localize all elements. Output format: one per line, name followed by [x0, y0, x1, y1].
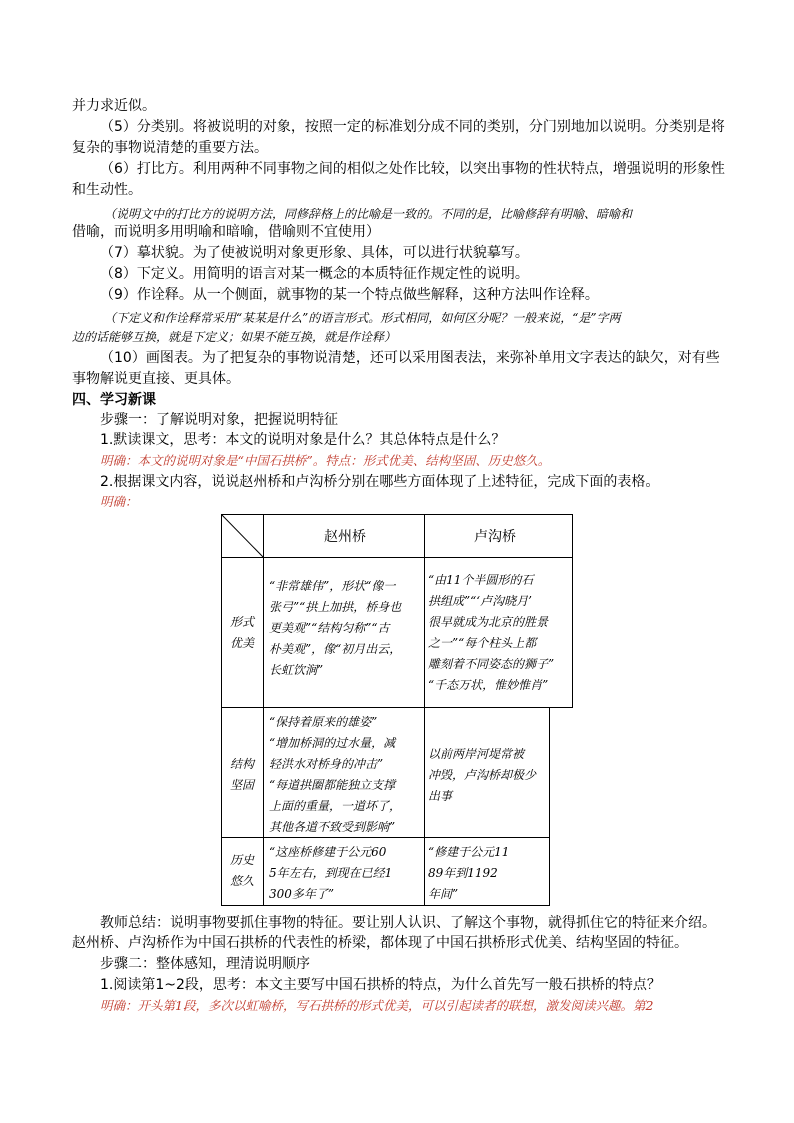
cell-zhaozhou-structure: “保持着原来的雄姿” “增加桥洞的过水量，减 轻洪水对桥身的冲击” “每道拱圈都能独立支撑 上面的重量，一道坏了， 其他各道不致受到影响” [269, 715, 402, 834]
text-line: 并力求近似。 [72, 98, 156, 114]
row-label: 历史 悠久 [230, 853, 255, 888]
text-line: 赵州桥、卢沟桥作为中国石拱桥的代表性的桥梁，都体现了中国石拱桥形式优美、结构坚固的特征。 [72, 935, 688, 951]
question-line: 1.默读课文，思考：本文的说明对象是什么？其总体特点是什么？ [100, 432, 506, 448]
text-line: （8）下定义。用简明的语言对某一概念的本质特征作规定性的说明。 [100, 266, 529, 282]
text-line: 借喻，而说明多用明喻和暗喻，借喻则不宜使用） [72, 224, 380, 240]
text-line: 复杂的事物说清楚的重要方法。 [72, 140, 268, 156]
diagonal-corner [221, 514, 264, 558]
answer-line: 明确：开头第1段，多次以虹喻桥，写石拱桥的形式优美，可以引起读者的联想，激发阅读兴趣。第2 [100, 998, 654, 1013]
text-line: （7）摹状貌。为了使被说明对象更形象、具体，可以进行状貌摹写。 [100, 245, 529, 261]
step-heading: 步骤二：整体感知，理清说明顺序 [100, 956, 310, 972]
text-line: （10）画图表。为了把复杂的事物说清楚，还可以采用图表法，来弥补单用文字表达的缺欠，对有些 [100, 350, 720, 366]
row-label: 形式 优美 [230, 615, 255, 650]
text-line: （6）打比方。利用两种不同事物之间的相似之处作比较，以突出事物的性状特点，增强说明的形象性 [100, 161, 725, 177]
question-line: 1.阅读第1~2段，思考：本文主要写中国石拱桥的特点，为什么首先写一般石拱桥的特点？ [100, 977, 661, 993]
answer-label: 明确： [100, 494, 138, 509]
cell-lugou-form: “由11个半圆形的石 拱组成”“‘卢沟晓月’ 很早就成为北京的胜景 之一”“每个柱头上都 雕刻着不同姿态的狮子” “千态万状，惟妙惟肖” [428, 573, 555, 692]
cell-zhaozhou-form: “非常雄伟”，形状“像一 张弓”“拱上加拱，桥身也 更美观”“结构匀称”“古 朴美观”，像“初月出云， 长虹饮涧” [269, 579, 402, 677]
text-line: 和生动性。 [72, 182, 142, 198]
answer-line: 明确：本文的说明对象是“中国石拱桥”。特点：形式优美、结构坚固、历史悠久。 [100, 453, 551, 468]
text-line: 事物解说更直接、更具体。 [72, 371, 240, 387]
header-zhaozhou: 赵州桥 [324, 529, 366, 545]
row-label: 结构 坚固 [230, 757, 255, 792]
cell-zhaozhou-history: “这座桥修建于公元60 5年左右，到现在已经1 300多年了” [269, 845, 393, 901]
text-line: （9）作诠释。从一个侧面，就事物的某一个特点做些解释，这种方法叫作诠释。 [100, 287, 599, 303]
note-line: （说明文中的打比方的说明方法，同修辞格上的比喻是一致的。不同的是，比喻修辞有明喻、暗喻和 [104, 207, 633, 221]
note-line: （下定义和作诠释常采用“某某是什么”的语言形式。形式相同，如何区分呢？一般来说，“是”字两 [104, 311, 621, 325]
cell-lugou-structure: 以前两岸河堤常被 冲毁，卢沟桥却极少 出事 [428, 747, 537, 803]
cell-lugou-history: “修建于公元11 89年到1192 年间” [428, 845, 510, 901]
comparison-table [221, 514, 573, 906]
step-heading: 步骤一：了解说明对象，把握说明特征 [100, 412, 338, 428]
question-line: 2.根据课文内容，说说赵州桥和卢沟桥分别在哪些方面体现了上述特征，完成下面的表格。 [100, 474, 660, 490]
text-line: 教师总结：说明事物要抓住事物的特征。要让别人认识、了解这个事物，就得抓住它的特征来介绍。 [100, 915, 716, 931]
header-lugou: 卢沟桥 [474, 529, 516, 545]
note-line: 边的话能够互换，就是下定义；如果不能互换，就是作诠释） [72, 330, 397, 344]
text-line: （5）分类别。将被说明的对象，按照一定的标准划分成不同的类别，分门别地加以说明。分类别是将 [100, 119, 725, 135]
section-heading: 四、学习新课 [72, 392, 156, 408]
